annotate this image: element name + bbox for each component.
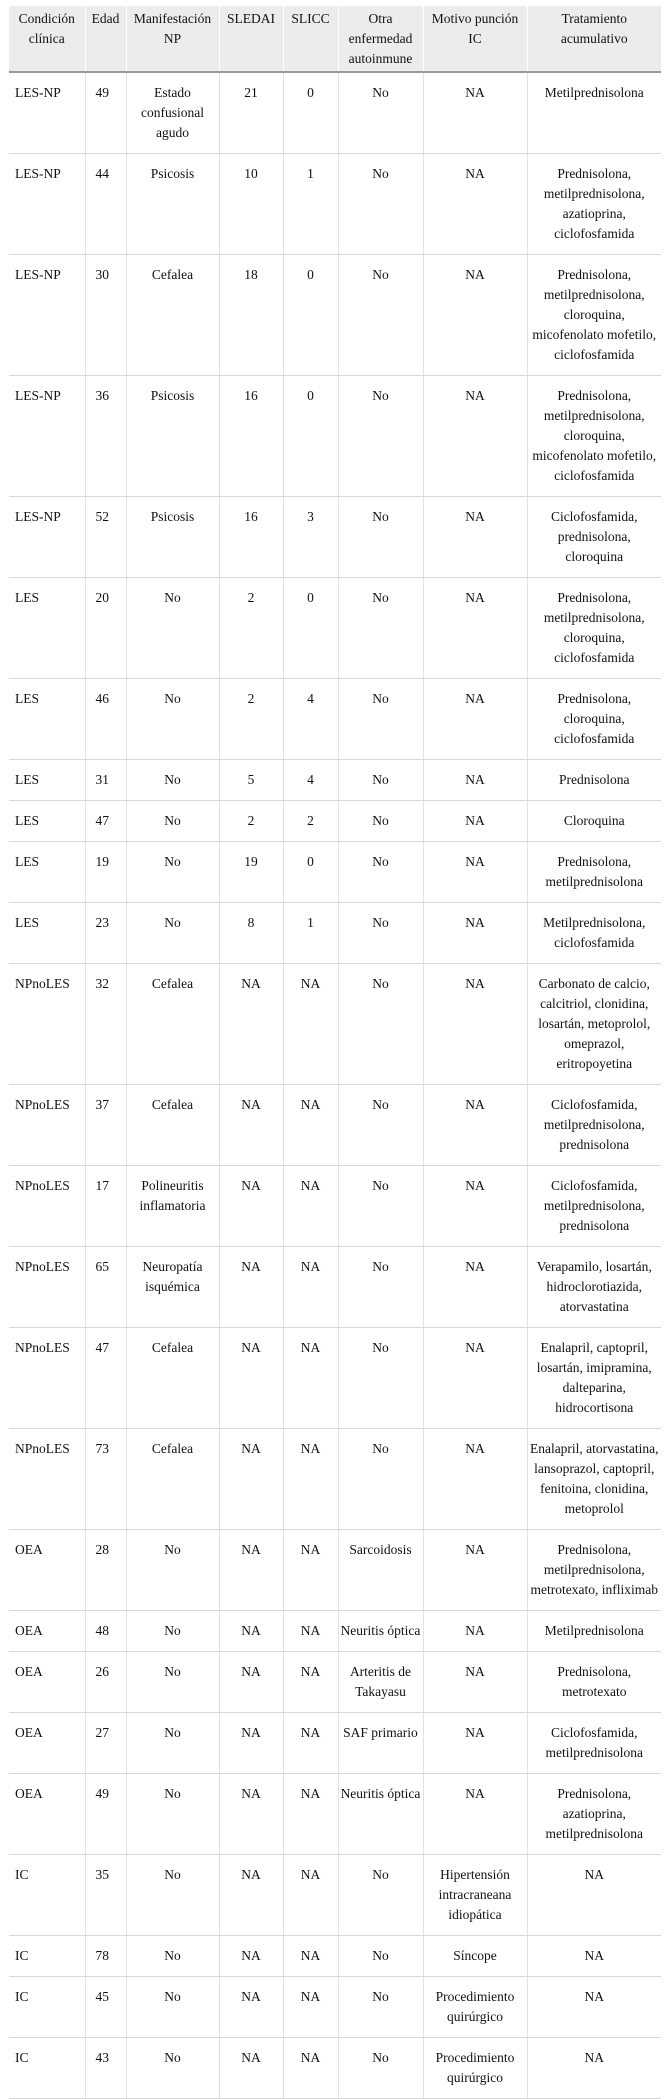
cell-tratamiento: Prednisolona, azatioprina, metilprednisolona (527, 1774, 661, 1855)
cell-motivo-puncion: NA (423, 679, 527, 760)
table-row (9, 760, 661, 801)
cell-motivo-puncion: NA (423, 1328, 527, 1429)
cell-sledai: NA (219, 2038, 283, 2099)
cell-slicc: 2 (283, 801, 338, 842)
cell-condicion: LES (9, 578, 85, 679)
cell-otra-enfermedad: SAF primario (338, 1713, 423, 1774)
cell-edad: 30 (85, 255, 126, 376)
table-row (9, 2038, 661, 2099)
cell-condicion: IC (9, 2038, 85, 2099)
cell-edad: 49 (85, 72, 126, 154)
cell-motivo-puncion: NA (423, 154, 527, 255)
cell-sledai: NA (219, 1166, 283, 1247)
cell-condicion: OEA (9, 1774, 85, 1855)
cell-sledai: NA (219, 1085, 283, 1166)
cell-edad: 23 (85, 903, 126, 964)
header-slicc: SLICC (283, 6, 338, 72)
cell-sledai: NA (219, 1429, 283, 1530)
table-row (9, 903, 661, 964)
cell-tratamiento: Prednisolona, metilprednisolona, cloroquina, ciclofosfamida (527, 578, 661, 679)
cell-edad: 28 (85, 1530, 126, 1611)
cell-tratamiento: Ciclofosfamida, metilprednisolona, prednisolona (527, 1166, 661, 1247)
cell-tratamiento: Prednisolona, metrotexato (527, 1652, 661, 1713)
cell-manifestacion: No (126, 1713, 219, 1774)
cell-motivo-puncion: NA (423, 1774, 527, 1855)
cell-tratamiento: Ciclofosfamida, prednisolona, cloroquina (527, 497, 661, 578)
cell-condicion: LES-NP (9, 72, 85, 154)
cell-manifestacion: No (126, 842, 219, 903)
cell-manifestacion: Polineuritis inflamatoria (126, 1166, 219, 1247)
cell-motivo-puncion: NA (423, 255, 527, 376)
cell-tratamiento: Enalapril, atorvastatina, lansoprazol, captopril, fenitoina, clonidina, metoprolol (527, 1429, 661, 1530)
cell-motivo-puncion: NA (423, 1713, 527, 1774)
cell-tratamiento: Ciclofosfamida, metilprednisolona (527, 1713, 661, 1774)
cell-otra-enfermedad: Arteritis de Takayasu (338, 1652, 423, 1713)
table-row (9, 1713, 661, 1774)
cell-edad: 26 (85, 1652, 126, 1713)
table-row (9, 578, 661, 679)
cell-manifestacion: No (126, 679, 219, 760)
cell-manifestacion: Neuropatía isquémica (126, 1247, 219, 1328)
cell-tratamiento: Ciclofosfamida, metilprednisolona, prednisolona (527, 1085, 661, 1166)
cell-edad: 37 (85, 1085, 126, 1166)
table-row (9, 679, 661, 760)
cell-tratamiento: Enalapril, captopril, losartán, imipramina, dalteparina, hidrocortisona (527, 1328, 661, 1429)
cell-sledai: NA (219, 964, 283, 1085)
cell-edad: 65 (85, 1247, 126, 1328)
cell-slicc: 4 (283, 760, 338, 801)
cell-slicc: NA (283, 1247, 338, 1328)
table-row (9, 255, 661, 376)
cell-edad: 45 (85, 1977, 126, 2038)
cell-sledai: 8 (219, 903, 283, 964)
cell-condicion: NPnoLES (9, 1247, 85, 1328)
cell-condicion: NPnoLES (9, 1085, 85, 1166)
cell-motivo-puncion: NA (423, 72, 527, 154)
cell-edad: 17 (85, 1166, 126, 1247)
header-edad: Edad (85, 6, 126, 72)
cell-sledai: 19 (219, 842, 283, 903)
cell-otra-enfermedad: Neuritis óptica (338, 1774, 423, 1855)
table-row (9, 72, 661, 154)
cell-condicion: LES-NP (9, 497, 85, 578)
cell-otra-enfermedad: No (338, 154, 423, 255)
cell-motivo-puncion: NA (423, 1247, 527, 1328)
cell-condicion: LES-NP (9, 376, 85, 497)
cell-edad: 46 (85, 679, 126, 760)
cell-sledai: NA (219, 1855, 283, 1936)
cell-tratamiento: Prednisolona, cloroquina, ciclofosfamida (527, 679, 661, 760)
cell-sledai: 16 (219, 376, 283, 497)
cell-sledai: NA (219, 1713, 283, 1774)
cell-motivo-puncion: NA (423, 497, 527, 578)
cell-otra-enfermedad: No (338, 497, 423, 578)
cell-manifestacion: No (126, 1611, 219, 1652)
cell-manifestacion: Psicosis (126, 497, 219, 578)
cell-otra-enfermedad: No (338, 903, 423, 964)
cell-motivo-puncion: NA (423, 760, 527, 801)
cell-manifestacion: No (126, 578, 219, 679)
cell-sledai: 21 (219, 72, 283, 154)
cell-condicion: NPnoLES (9, 964, 85, 1085)
cell-edad: 78 (85, 1936, 126, 1977)
cell-condicion: NPnoLES (9, 1429, 85, 1530)
cell-manifestacion: Psicosis (126, 376, 219, 497)
cell-slicc: 3 (283, 497, 338, 578)
cell-tratamiento: Cloroquina (527, 801, 661, 842)
cell-sledai: NA (219, 1328, 283, 1429)
table-row (9, 964, 661, 1085)
cell-tratamiento: Prednisolona (527, 760, 661, 801)
cell-slicc: NA (283, 1774, 338, 1855)
cell-slicc: NA (283, 1611, 338, 1652)
table-row (9, 154, 661, 255)
cell-condicion: OEA (9, 1611, 85, 1652)
cell-slicc: 1 (283, 154, 338, 255)
cell-otra-enfermedad: Sarcoidosis (338, 1530, 423, 1611)
cell-motivo-puncion: NA (423, 903, 527, 964)
cell-edad: 19 (85, 842, 126, 903)
table-row (9, 497, 661, 578)
cell-sledai: NA (219, 1247, 283, 1328)
cell-tratamiento: NA (527, 1936, 661, 1977)
cell-manifestacion: Estado confusional agudo (126, 72, 219, 154)
cell-condicion: LES (9, 903, 85, 964)
clinical-data-table (9, 6, 661, 2099)
table-row (9, 1429, 661, 1530)
cell-motivo-puncion: NA (423, 1530, 527, 1611)
cell-manifestacion: Cefalea (126, 1328, 219, 1429)
cell-motivo-puncion: NA (423, 578, 527, 679)
cell-sledai: 16 (219, 497, 283, 578)
table-row (9, 1166, 661, 1247)
cell-condicion: OEA (9, 1713, 85, 1774)
cell-tratamiento: NA (527, 2038, 661, 2099)
cell-condicion: LES-NP (9, 154, 85, 255)
cell-slicc: 0 (283, 255, 338, 376)
cell-condicion: IC (9, 1936, 85, 1977)
cell-sledai: NA (219, 1611, 283, 1652)
cell-sledai: NA (219, 1652, 283, 1713)
cell-otra-enfermedad: No (338, 1977, 423, 2038)
cell-motivo-puncion: NA (423, 1611, 527, 1652)
cell-condicion: LES (9, 801, 85, 842)
cell-slicc: 0 (283, 72, 338, 154)
header-otra-enfermedad: Otra enfermedad autoinmune (338, 6, 423, 72)
cell-motivo-puncion: NA (423, 376, 527, 497)
cell-edad: 31 (85, 760, 126, 801)
table-row (9, 1977, 661, 2038)
cell-sledai: NA (219, 1530, 283, 1611)
cell-tratamiento: NA (527, 1855, 661, 1936)
cell-slicc: 0 (283, 376, 338, 497)
cell-otra-enfermedad: No (338, 1085, 423, 1166)
cell-sledai: NA (219, 1977, 283, 2038)
cell-tratamiento: Metilprednisolona (527, 72, 661, 154)
cell-sledai: 5 (219, 760, 283, 801)
cell-edad: 44 (85, 154, 126, 255)
cell-tratamiento: Metilprednisolona (527, 1611, 661, 1652)
cell-slicc: NA (283, 1085, 338, 1166)
cell-otra-enfermedad: No (338, 1247, 423, 1328)
cell-tratamiento: Verapamilo, losartán, hidroclorotiazida, atorvastatina (527, 1247, 661, 1328)
cell-tratamiento: Prednisolona, metilprednisolona, cloroquina, micofenolato mofetilo, ciclofosfamida (527, 255, 661, 376)
cell-slicc: 0 (283, 842, 338, 903)
table-row (9, 1611, 661, 1652)
cell-manifestacion: No (126, 1652, 219, 1713)
cell-motivo-puncion: NA (423, 1429, 527, 1530)
header-sledai: SLEDAI (219, 6, 283, 72)
table-row (9, 1530, 661, 1611)
cell-slicc: NA (283, 2038, 338, 2099)
cell-sledai: 2 (219, 578, 283, 679)
cell-manifestacion: Psicosis (126, 154, 219, 255)
cell-manifestacion: No (126, 760, 219, 801)
cell-otra-enfermedad: No (338, 801, 423, 842)
cell-otra-enfermedad: No (338, 760, 423, 801)
cell-manifestacion: Cefalea (126, 255, 219, 376)
cell-sledai: NA (219, 1774, 283, 1855)
cell-otra-enfermedad: No (338, 679, 423, 760)
cell-edad: 35 (85, 1855, 126, 1936)
table-row (9, 1774, 661, 1855)
cell-edad: 36 (85, 376, 126, 497)
cell-condicion: OEA (9, 1652, 85, 1713)
cell-slicc: 4 (283, 679, 338, 760)
cell-tratamiento: Prednisolona, metilprednisolona, azatioprina, ciclofosfamida (527, 154, 661, 255)
table-row (9, 1652, 661, 1713)
cell-manifestacion: No (126, 2038, 219, 2099)
table-row (9, 376, 661, 497)
cell-slicc: NA (283, 1977, 338, 2038)
cell-motivo-puncion: Síncope (423, 1936, 527, 1977)
cell-motivo-puncion: NA (423, 1652, 527, 1713)
cell-condicion: NPnoLES (9, 1166, 85, 1247)
cell-motivo-puncion: NA (423, 1085, 527, 1166)
cell-otra-enfermedad: No (338, 578, 423, 679)
cell-otra-enfermedad: No (338, 1936, 423, 1977)
cell-otra-enfermedad: Neuritis óptica (338, 1611, 423, 1652)
table-row (9, 1085, 661, 1166)
cell-edad: 27 (85, 1713, 126, 1774)
cell-edad: 43 (85, 2038, 126, 2099)
table-header (9, 6, 661, 72)
cell-otra-enfermedad: No (338, 842, 423, 903)
cell-condicion: LES-NP (9, 255, 85, 376)
cell-edad: 49 (85, 1774, 126, 1855)
cell-edad: 47 (85, 801, 126, 842)
cell-condicion: IC (9, 1977, 85, 2038)
header-condicion: Condición clínica (9, 6, 85, 72)
cell-manifestacion: No (126, 801, 219, 842)
table-row (9, 842, 661, 903)
cell-manifestacion: No (126, 903, 219, 964)
cell-otra-enfermedad: No (338, 2038, 423, 2099)
header-tratamiento: Tratamiento acumulativo (527, 6, 661, 72)
cell-slicc: 1 (283, 903, 338, 964)
cell-manifestacion: No (126, 1855, 219, 1936)
table-row (9, 1855, 661, 1936)
cell-tratamiento: NA (527, 1977, 661, 2038)
cell-otra-enfermedad: No (338, 255, 423, 376)
cell-slicc: NA (283, 1429, 338, 1530)
cell-tratamiento: Prednisolona, metilprednisolona (527, 842, 661, 903)
cell-otra-enfermedad: No (338, 1328, 423, 1429)
cell-edad: 20 (85, 578, 126, 679)
cell-condicion: LES (9, 679, 85, 760)
cell-slicc: NA (283, 1652, 338, 1713)
cell-slicc: NA (283, 1166, 338, 1247)
cell-condicion: IC (9, 1855, 85, 1936)
cell-slicc: NA (283, 1530, 338, 1611)
cell-slicc: 0 (283, 578, 338, 679)
cell-edad: 52 (85, 497, 126, 578)
cell-sledai: NA (219, 1936, 283, 1977)
cell-manifestacion: Cefalea (126, 1085, 219, 1166)
cell-motivo-puncion: Hipertensión intracraneana idiopática (423, 1855, 527, 1936)
cell-edad: 48 (85, 1611, 126, 1652)
cell-motivo-puncion: NA (423, 842, 527, 903)
table-body (9, 72, 661, 2099)
cell-sledai: 10 (219, 154, 283, 255)
header-motivo-puncion: Motivo punción IC (423, 6, 527, 72)
cell-slicc: NA (283, 1713, 338, 1774)
cell-edad: 73 (85, 1429, 126, 1530)
cell-otra-enfermedad: No (338, 1429, 423, 1530)
cell-otra-enfermedad: No (338, 964, 423, 1085)
cell-condicion: OEA (9, 1530, 85, 1611)
table-row (9, 1328, 661, 1429)
cell-otra-enfermedad: No (338, 72, 423, 154)
cell-sledai: 2 (219, 679, 283, 760)
cell-otra-enfermedad: No (338, 1166, 423, 1247)
table-row (9, 801, 661, 842)
cell-manifestacion: Cefalea (126, 964, 219, 1085)
cell-motivo-puncion: Procedimiento quirúrgico (423, 2038, 527, 2099)
cell-slicc: NA (283, 964, 338, 1085)
cell-condicion: NPnoLES (9, 1328, 85, 1429)
cell-manifestacion: No (126, 1530, 219, 1611)
cell-otra-enfermedad: No (338, 376, 423, 497)
cell-sledai: 2 (219, 801, 283, 842)
cell-slicc: NA (283, 1936, 338, 1977)
cell-motivo-puncion: Procedimiento quirúrgico (423, 1977, 527, 2038)
header-row (9, 6, 661, 72)
cell-tratamiento: Carbonato de calcio, calcitriol, clonidina, losartán, metoprolol, omeprazol, eritropoyetina (527, 964, 661, 1085)
cell-tratamiento: Prednisolona, metilprednisolona, metrotexato, infliximab (527, 1530, 661, 1611)
header-manifestacion: Manifestación NP (126, 6, 219, 72)
cell-tratamiento: Metilprednisolona, ciclofosfamida (527, 903, 661, 964)
cell-manifestacion: Cefalea (126, 1429, 219, 1530)
cell-edad: 47 (85, 1328, 126, 1429)
table-row (9, 1936, 661, 1977)
cell-condicion: LES (9, 760, 85, 801)
cell-slicc: NA (283, 1328, 338, 1429)
cell-sledai: 18 (219, 255, 283, 376)
cell-otra-enfermedad: No (338, 1855, 423, 1936)
cell-manifestacion: No (126, 1977, 219, 2038)
table-row (9, 1247, 661, 1328)
cell-motivo-puncion: NA (423, 801, 527, 842)
cell-manifestacion: No (126, 1774, 219, 1855)
cell-edad: 32 (85, 964, 126, 1085)
cell-manifestacion: No (126, 1936, 219, 1977)
cell-motivo-puncion: NA (423, 1166, 527, 1247)
cell-slicc: NA (283, 1855, 338, 1936)
cell-motivo-puncion: NA (423, 964, 527, 1085)
cell-tratamiento: Prednisolona, metilprednisolona, cloroquina, micofenolato mofetilo, ciclofosfamida (527, 376, 661, 497)
cell-condicion: LES (9, 842, 85, 903)
